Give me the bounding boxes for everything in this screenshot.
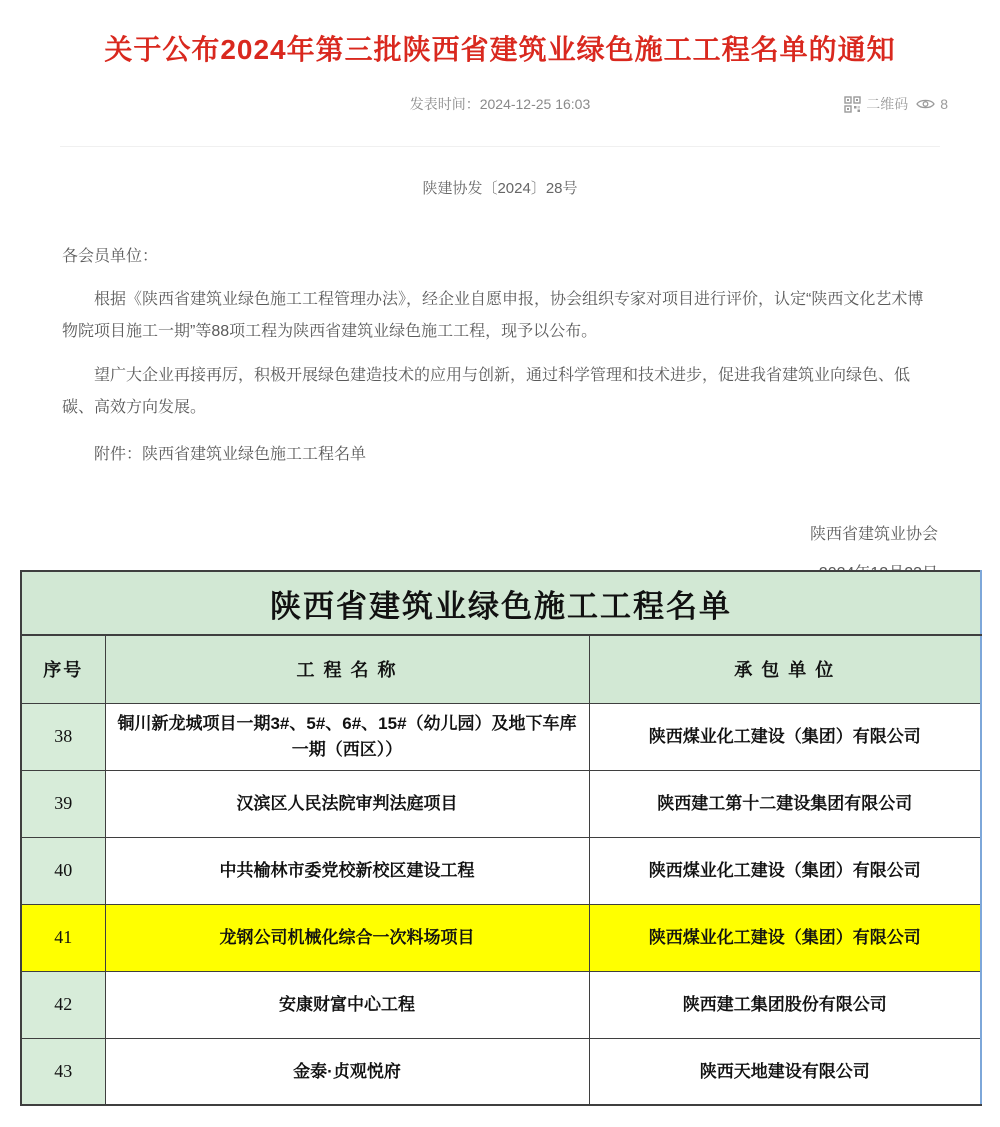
table-header-row [21,635,981,703]
views-count: 8 [940,96,948,112]
project-name: 安康财富中心工程 [105,971,589,1038]
meta-actions [844,94,948,114]
views-counter [916,96,948,112]
paragraph-1: 根据《陕西省建筑业绿色施工工程管理办法》，经企业自愿申报，协会组织专家对项目进行评价，认定“陕西文化艺术博物院项目施工一期”等88项工程为陕西省建筑业绿色施工工程，现予以公布。 [62,291,924,341]
eye-icon [916,98,935,110]
table-container [20,570,980,1106]
table-title-row [21,571,981,635]
meta-row [0,94,1000,116]
project-name: 中共榆林市委党校新校区建设工程 [105,837,589,904]
contractor-name: 陕西天地建设有限公司 [589,1038,981,1105]
row-number: 38 [21,703,105,770]
row-number: 41 [21,904,105,971]
signature-org: 陕西省建筑业协会 [809,525,938,543]
row-number: 42 [21,971,105,1038]
page-title: 关于公布2024年第三批陕西省建筑业绿色施工工程名单的通知 [104,34,896,65]
project-name: 金泰·贞观悦府 [105,1038,589,1105]
salutation: 各会员单位： [62,248,159,265]
project-name: 汉滨区人民法院审判法庭项目 [105,770,589,837]
column-header-contractor: 承 包 单 位 [589,635,981,703]
contractor-name: 陕西煤业化工建设（集团）有限公司 [589,904,981,971]
project-name: 龙钢公司机械化综合一次料场项目 [105,904,589,971]
table-row [21,971,981,1038]
document-number: 陕建协发〔2024〕28号 [422,180,578,197]
letter-body [62,244,938,469]
table-row [21,770,981,837]
table-row [21,837,981,904]
table-row [21,904,981,971]
contractor-name: 陕西建工集团股份有限公司 [589,971,981,1038]
column-header-no: 序号 [21,635,105,703]
project-name: 铜川新龙城项目一期3#、5#、6#、15#（幼儿园）及地下车库一期（西区）） [105,703,589,770]
contractor-name: 陕西建工第十二建设集团有限公司 [589,770,981,837]
row-number: 43 [21,1038,105,1105]
column-header-project: 工 程 名 称 [105,635,589,703]
publish-time: 发表时间：2024-12-25 16:03 [409,96,591,112]
row-number: 40 [21,837,105,904]
qrcode-action[interactable] [844,94,908,114]
qrcode-icon [844,96,861,113]
qrcode-label: 二维码 [866,96,909,112]
projects-table [20,570,982,1106]
table-row [21,1038,981,1105]
contractor-name: 陕西煤业化工建设（集团）有限公司 [589,837,981,904]
attachment-line: 附件：陕西省建筑业绿色施工工程名单 [94,446,367,464]
contractor-name: 陕西煤业化工建设（集团）有限公司 [589,703,981,770]
table-title: 陕西省建筑业绿色施工工程名单 [21,571,981,635]
paragraph-2: 望广大企业再接再厉，积极开展绿色建造技术的应用与创新，通过科学管理和技术进步，促进我省建筑业向绿色、低碳、高效方向发展。 [62,367,911,417]
row-number: 39 [21,770,105,837]
divider [60,146,940,147]
table-row [21,703,981,770]
